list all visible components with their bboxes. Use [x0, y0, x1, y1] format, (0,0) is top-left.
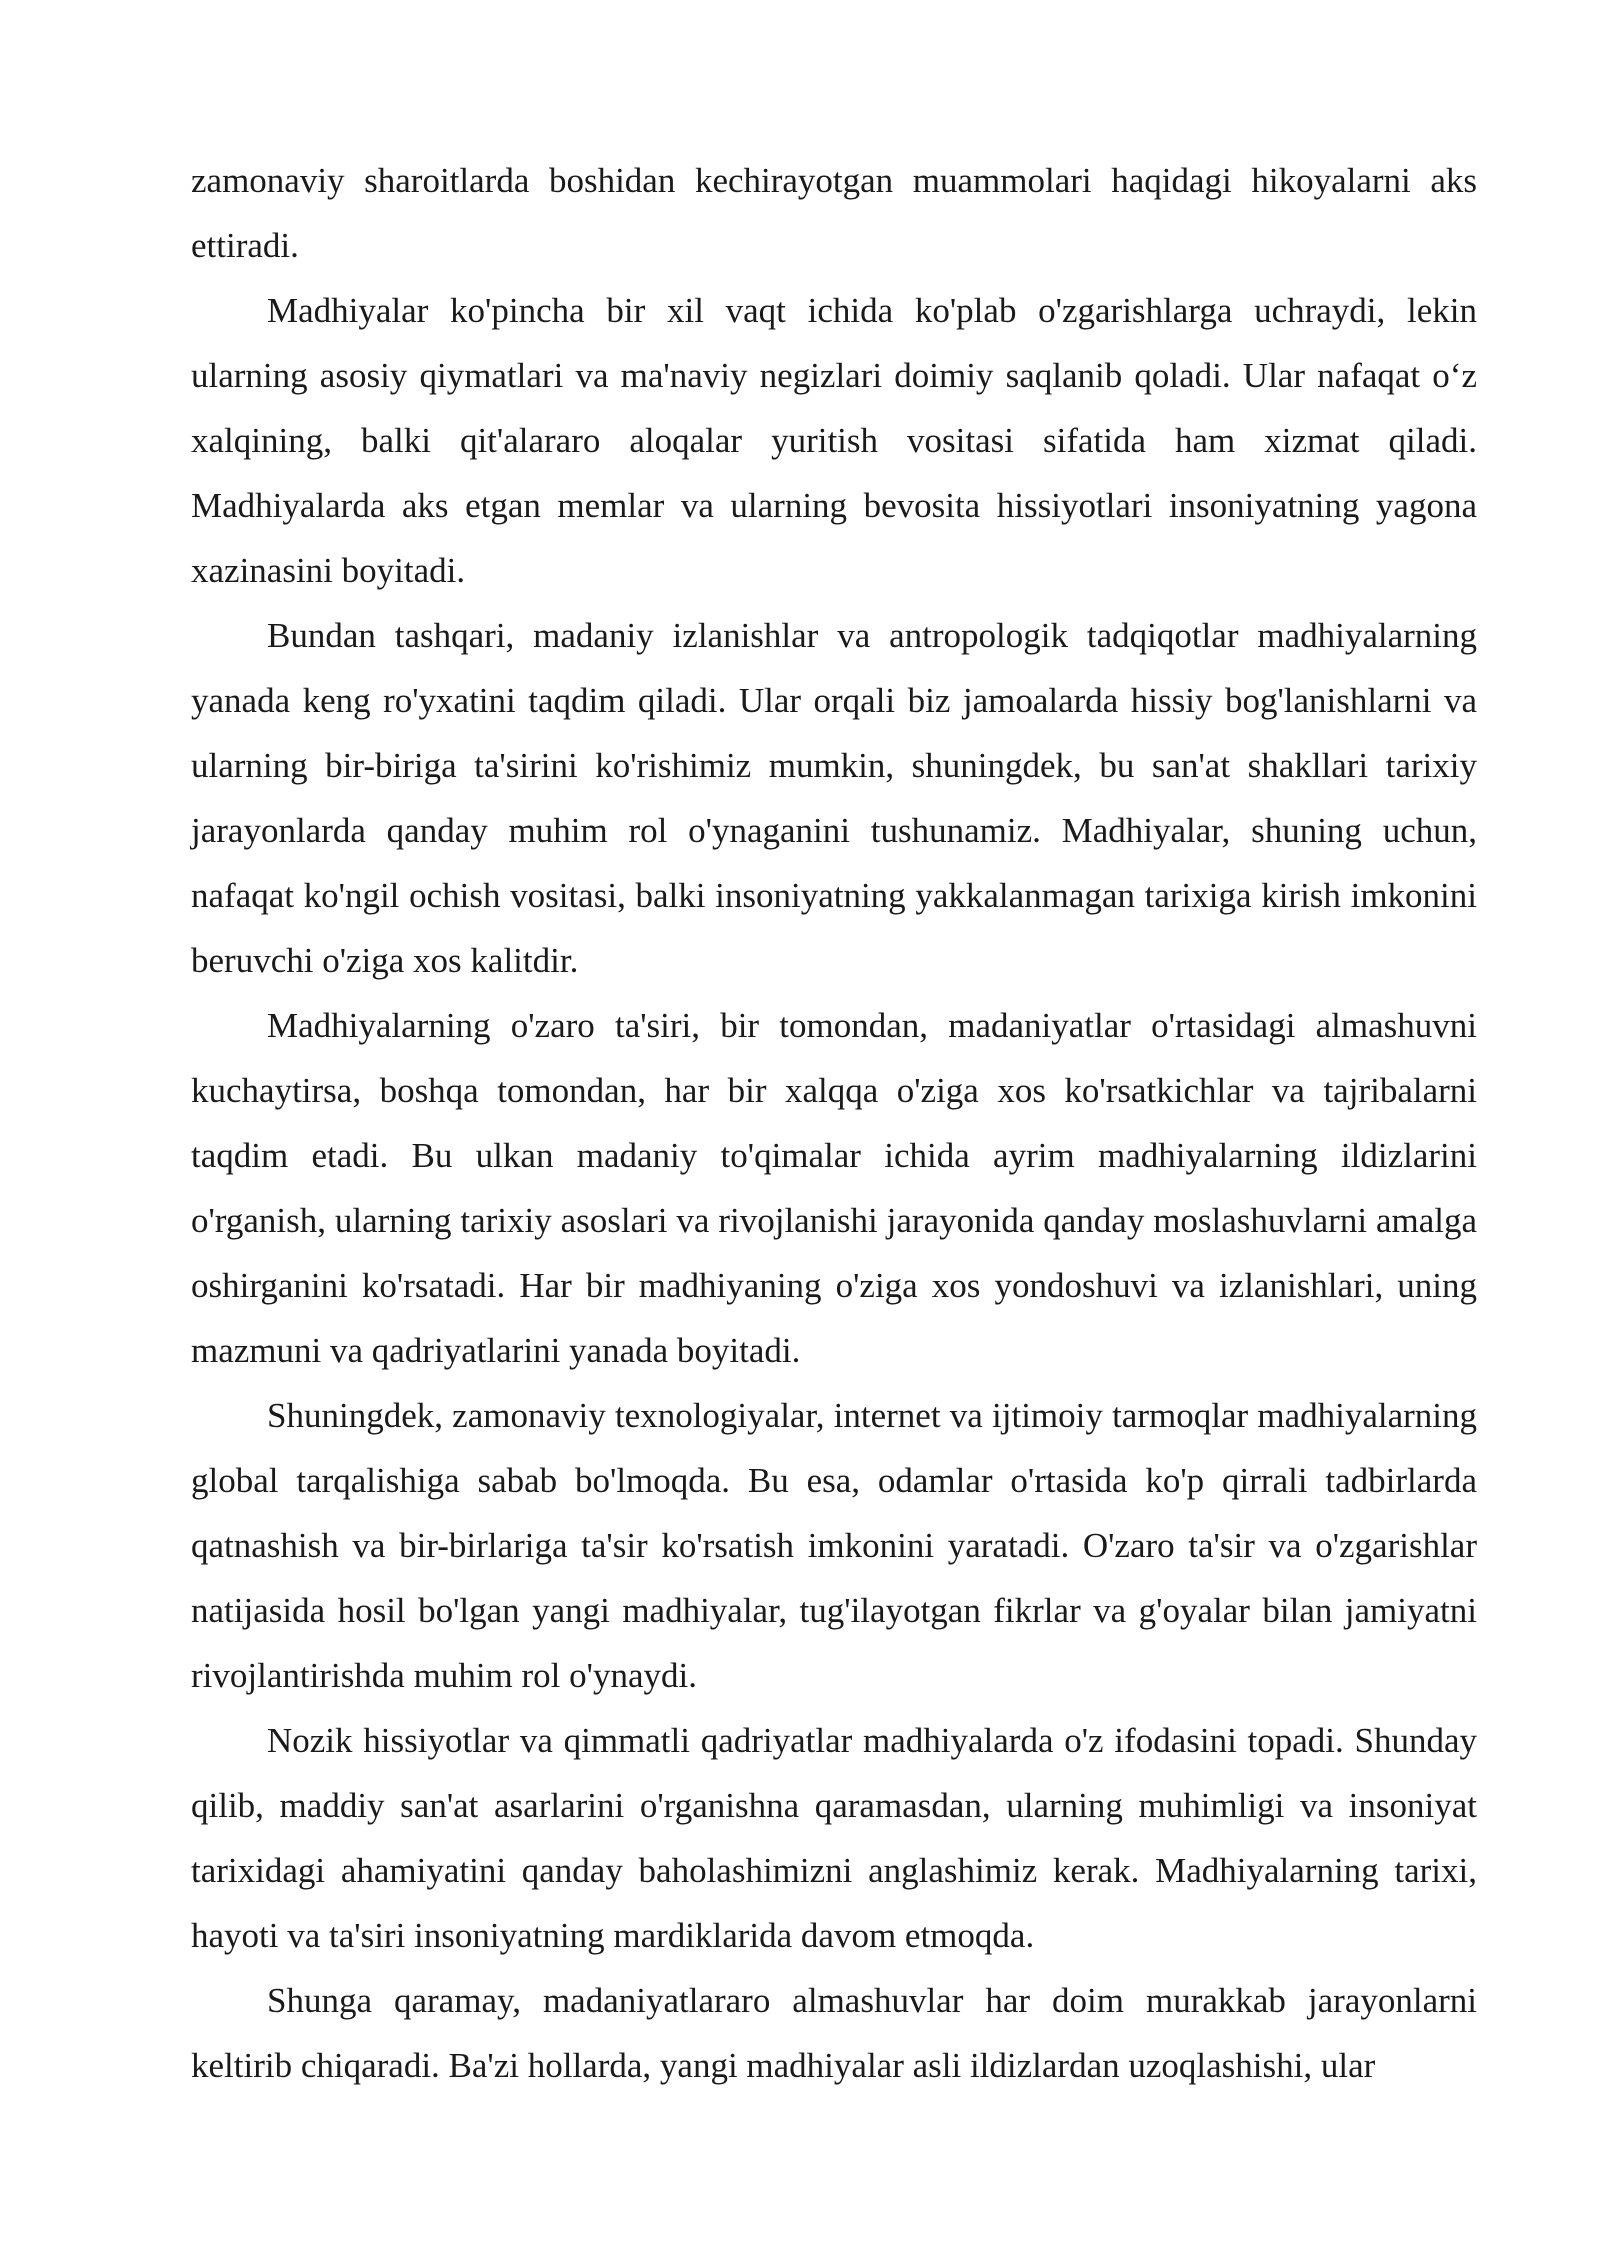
paragraph: Bundan tashqari, madaniy izlanishlar va antropologik tadqiqotlar madhiyalarning yanada keng ro'yxatini taqdim qiladi. Ular orqali biz jamoalarda hissiy bog'lanishlarni va ularning bir-biriga ta'sirini ko'rishimiz mumkin, shuningdek, bu san'at shakllari tarixiy jarayonlarda qanday muhim rol o'ynaganini tushunamiz. Madhiyalar, shuning uchun, nafaqat ko'ngil ochish vositasi, balki insoniyatning yakkalanmagan tarixiga kirish imkonini beruvchi o'ziga xos kalitdir. — [191, 616, 1477, 980]
paragraph: Nozik hissiyotlar va qimmatli qadriyatlar madhiyalarda o'z ifodasini topadi. Shunday qilib, maddiy san'at asarlarini o'rganishna qaramasdan, ularning muhimligi va insoniyat tarixidagi ahamiyatini qanday baholashimizni anglashimiz kerak. Madhiyalarning tarixi, hayoti va ta'siri insoniyatning mardiklarida davom etmoqda. — [191, 1721, 1477, 1955]
paragraph-continuation: zamonaviy sharoitlarda boshidan kechirayotgan muammolari haqidagi hikoyalarni aks ettiradi. — [191, 161, 1477, 265]
paragraph: Madhiyalarning o'zaro ta'siri, bir tomondan, madaniyatlar o'rtasidagi almashuvni kuchaytirsa, boshqa tomondan, har bir xalqqa o'ziga xos ko'rsatkichlar va tajribalarni taqdim etadi. Bu ulkan madaniy to'qimalar ichida ayrim madhiyalarning ildizlarini o'rganish, ularning tarixiy asoslari va rivojlanishi jarayonida qanday moslashuvlarni amalga oshirganini ko'rsatadi. Har bir madhiyaning o'ziga xos yondoshuvi va izlanishlari, uning mazmuni va qadriyatlarini yanada boyitadi. — [191, 1006, 1477, 1370]
paragraph-last: Shunga qaramay, madaniyatlararo almashuvlar har doim murakkab jarayonlarni keltirib chiqaradi. Ba'zi hollarda, yangi madhiyalar asli ildizlardan uzoqlashishi, ular — [191, 1981, 1477, 2085]
paragraph: Shuningdek, zamonaviy texnologiyalar, internet va ijtimoiy tarmoqlar madhiyalarning global tarqalishiga sabab bo'lmoqda. Bu esa, odamlar o'rtasida ko'p qirrali tadbirlarda qatnashish va bir-birlariga ta'sir ko'rsatish imkonini yaratadi. O'zaro ta'sir va o'zgarishlar natijasida hosil bo'lgan yangi madhiyalar, tug'ilayotgan fikrlar va g'oyalar bilan jamiyatni rivojlantirishda muhim rol o'ynaydi. — [191, 1396, 1477, 1695]
paragraph: Madhiyalar ko'pincha bir xil vaqt ichida ko'plab o'zgarishlarga uchraydi, lekin ularning asosiy qiymatlari va ma'naviy negizlari doimiy saqlanib qoladi. Ular nafaqat o‘z xalqining, balki qit'alararo aloqalar yuritish vositasi sifatida ham xizmat qiladi. Madhiyalarda aks etgan memlar va ularning bevosita hissiyotlari insoniyatning yagona xazinasini boyitadi. — [191, 291, 1477, 590]
document-body — [191, 148, 1477, 2098]
